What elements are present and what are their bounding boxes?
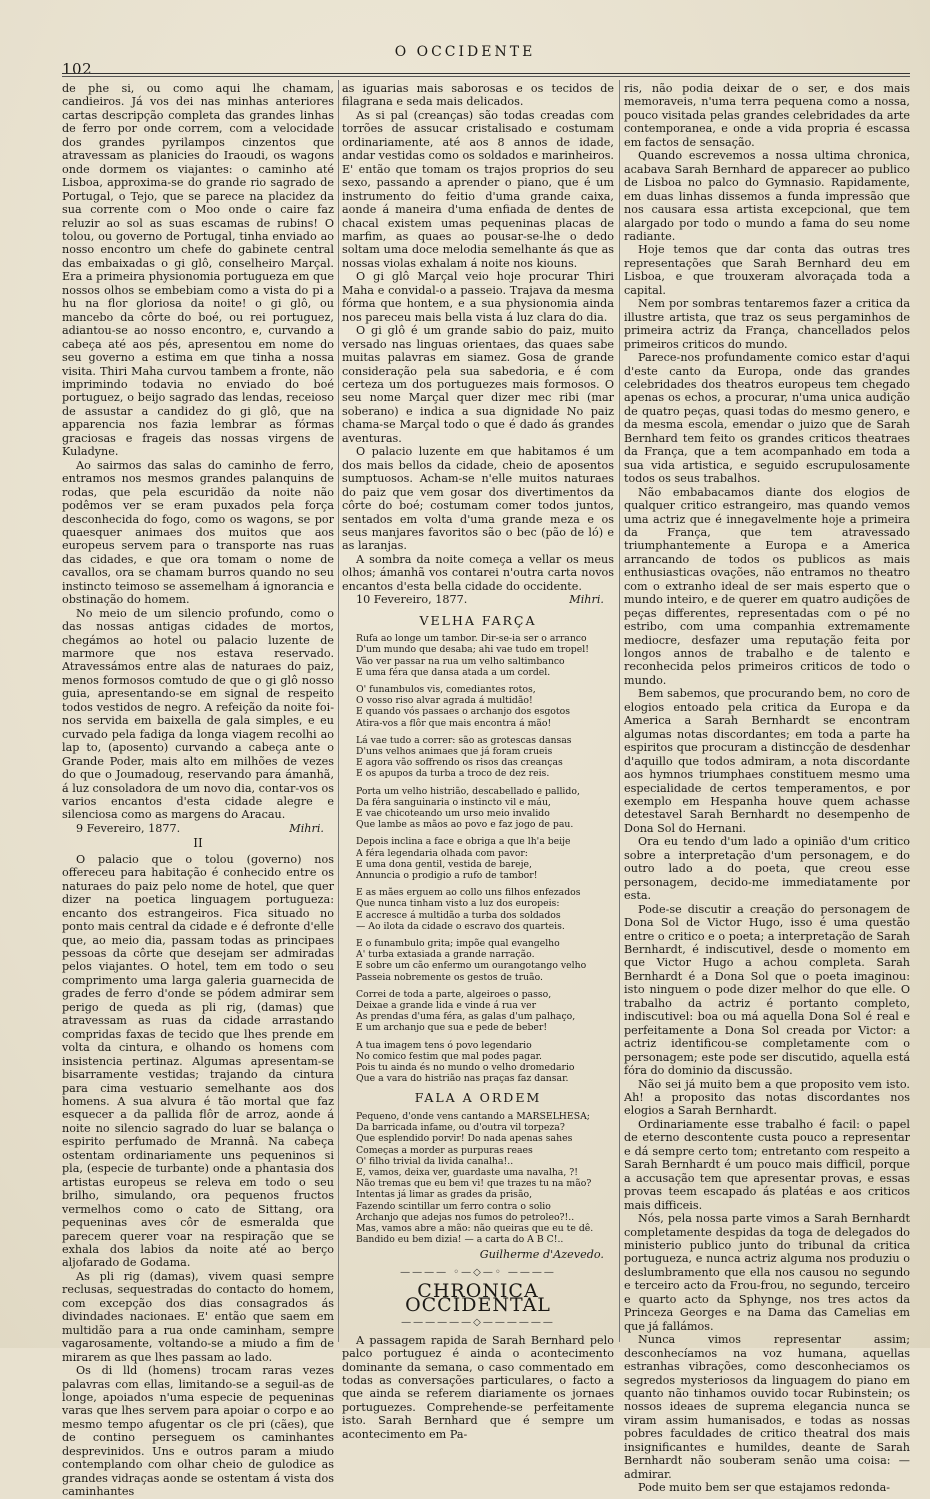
paragraph: Quando escrevemos a nossa ultima chronica, acabava Sarah Bernhard de apparecer ao publico de Lisboa no palco do Gymnasio. Rapidamente, em duas linhas dissemos a funda impressão que nos causara essa artista excepcional, que tem alargado por todo o mundo a fama do seu nome radiante.: [624, 149, 910, 243]
poem-line: Lá vae tudo a correr: são as grotescas dansas: [356, 734, 572, 746]
paragraph: O gi glô Marçal veio hoje procurar Thiri Maha e convidal-o a passeio. Trajava da mesma fórma que hontem, e a sua physionomia ainda nos pareceu mais bella vista á luz clara do dia.: [342, 270, 614, 324]
stanza: [356, 786, 614, 831]
poem-fala-a-ordem: [342, 1111, 614, 1245]
stanza: [356, 938, 614, 983]
paragraph: Ao sairmos das salas do caminho de ferro, entramos nos mesmos grandes palanquins de rodas, que pela escuridão da noite não podêmos ver se eram puxados pela força desconhecida do fogo, como os wagons, se por quaesquer animaes dos muitos que aos europeus servem para o transporte nas ruas das cidades, e que ora tomam o nome de cavallos, ora se chamam burros quando no seu instincto teimoso se assemelham á ignorancia e obstinação do homem.: [62, 458, 334, 607]
paragraph: ris, não podia deixar de o ser, e dos mais memoraveis, n'uma terra pequena como a nossa, pouco visitada pelas grandes celebridades da arte contemporanea, e onde a vida propria é escassa em factos de sensação.: [624, 82, 910, 149]
poem-line: Mas, vamos abre a mão: não queiras que eu te dê.: [356, 1222, 594, 1234]
poem-line: A féra legendaria olhada com pavor:: [356, 847, 528, 859]
poem-line: As prendas d'uma féra, as galas d'um palhaço,: [356, 1011, 576, 1023]
ornament-divider: ———— ◦—◇—◦ ————: [400, 1266, 556, 1278]
poem-line: No comico festim que mal podes pagar.: [356, 1050, 543, 1062]
paragraph: Hoje temos que dar conta das outras tres representações que Sarah Bernhard deu em Lisboa, e que trouxeram alvoraçada toda a capital.: [624, 243, 910, 297]
paragraph: Ordinariamente esse trabalho é facil: o papel de eterno descontente custa pouco a representar e dá sempre certo tom; entretanto com respeito a Sarah Bernhardt é um pouco mais difficil, porque a accusação tem que apresentar provas, e essas provas teem escapado ás platéas e aos criticos mais difficeis.: [624, 1117, 910, 1212]
poem-line: Passeia nobremente os gestos de truão.: [356, 971, 543, 983]
dateline-signature: [62, 822, 334, 835]
dateline: 9 Fevereiro, 1877.: [76, 821, 181, 835]
paragraph: As pli rig (damas), vivem quasi sempre reclusas, sequestradas do contacto do homem, com excepção dos dias consagrados ás divindades nacionaes. E' então que saem em multidão para a rua onde caminham, sempre vagarosamente, voltando-se a miudo a fim de mirarem as que lhes passam ao lado.: [62, 1269, 334, 1364]
ornament-divider: ——————◇——————: [401, 1317, 555, 1329]
paragraph: Ora eu tendo d'um lado a opinião d'um critico sobre a interpretação d'um personagem, e do outro lado a do poeta, que creou esse personagem, decido-me immediatamente por esta.: [624, 835, 910, 903]
poem-line: E agora vão soffrendo os risos das creanças: [356, 757, 563, 769]
poem-line: E accresce á multidão a turba dos soldados: [356, 909, 561, 921]
poem-line: E vae chicoteando um urso meio invalido: [356, 807, 550, 819]
poem-line: E uma féra que dansa atada a um cordel.: [356, 666, 551, 678]
stanza: [356, 887, 614, 932]
poem-line: Começas a morder as purpuras reaes: [356, 1144, 533, 1156]
stanza: [356, 989, 614, 1034]
poem-line: Pequeno, d'onde vens cantando a MARSELHESA;: [356, 1110, 590, 1122]
signature: Mihri.: [289, 821, 324, 835]
poet-signature: Guilherme d'Azevedo.: [479, 1248, 604, 1262]
poem-line: Que esplendido porvir! Do nada apenas sahes: [356, 1133, 573, 1145]
page-number: 102: [62, 60, 93, 78]
poem-line: Que lambe as mãos ao povo e faz jogo de pau.: [356, 819, 574, 831]
poem-line: D'uns velhos animaes que já foram crueis: [356, 745, 553, 757]
poem-line: Não tremas que eu bem vi! que trazes tu na mão?: [356, 1178, 592, 1190]
column-right: [624, 82, 910, 1495]
poem-line: E quando vós passaes o archanjo dos esgotos: [356, 706, 570, 718]
paragraph: de phe si, ou como aqui lhe chamam, candieiros. Já vos dei nas minhas anteriores cartas descripção completa das grandes linhas de ferro por onde correm, com a velocidade dos grandes pyrilampos cinzentos que atravessam as planicies do Iraoudi, os wagons onde dormem os viajantes: o caminho até Lisboa, approxima-se do grande rio sagrado de Portugal, o Tejo, que se parece na placidez da sua corrente com o Moo onde o caire faz reluzir ao sol as suas escamas de rubins! O tolou, ou governo de Portugal, tinha enviado ao nosso encontro um chefe do gabinete central das embaixadas o gi glô, conselheiro Marçal. Era a primeira physionomia portugueza em que nossos olhos se embebiam como a vista do pi a hu na flor gloriosa da noite! o gi glô, ou mancebo da côrte do boé, ou rei portuguez, adiantou-se ao nosso encontro, e, curvando a cabeça até aos pés, apresentou em nome do seu governo a estima em que tinha a nossa visita. Thiri Maha curvou tambem a fronte, não imprimindo todavia no enviado do boé portuguez, o beijo sagrado das lendas, receioso de assustar a candidez do gi glô, que na apparencia nos fazia lembrar as fórmas graciosas e frageis das nossas virgens de Kuladyne.: [62, 82, 334, 459]
poem-line: Vão ver passar na rua um velho saltimbanco: [356, 655, 565, 667]
poem-title: FALA A ORDEM: [414, 1090, 542, 1106]
paragraph: Pode muito bem ser que estajamos redonda-: [638, 1481, 891, 1495]
paragraph: As si pal (creanças) são todas creadas com torrões de assucar cristalisado e costumam ordinariamente, até aos 8 annos de idade, andar vestidas como os soldados e marinheiros. E' então que tomam os trajos proprios do seu sexo, passando a aprender o piano, que é um instrumento do feitio d'uma grande caixa, aonde á maneira d'uma enfiada de dentes de chacal existem umas pequeninas placas de marfim, as quaes ao pousar-se-lhe o dedo soltam uma doce melodia semelhante ás que as nossas violas exhalam á noite nos kiouns.: [342, 108, 614, 270]
poem-line: O' funambulos vis, comediantes rotos,: [356, 683, 536, 695]
paragraph: O palacio que o tolou (governo) nos offereceu para habitação é conhecido entre os naturaes do paiz pelo nome de hotel, que quer dizer na poetica linguagem portugueza: encanto dos estrangeiros. Fica situado no ponto mais central da cidade e é defronte d'elle que, ao meio dia, passam todas as principaes pessoas da côrte que desejam ser admiradas pelos viajantes. O hotel, tem em todo o seu comprimento uma larga galeria guarnecida de grades de ferro d'onde se pódem admirar sem perigo de queda as pli rig, (damas) que atravessam as ruas da cidade arrastando compridas faxas de tecido que lhes prende em volta da cintura, e olhando os homens com insistencia pertinaz. Algumas apresentam-se bisarramente vestidas; trajando da cintura para cima vestuario semelhante aos dos homens. A sua alvura é tão mortal que faz esquecer a da pallida flôr de arroz, aonde á noite no silencio sagrado do luar se balança o espirito perfumado de Mrannâ. Na cabeça ostentam ordinariamente uns pequeninos si pla, (especie de turbante) onde a phantasia dos artistas europeus se releva em todo o seu brilho, simulando, ora pequenos fructos vermelhos como o cato de Sittang, ora pequeninas aves côr de esmeralda que parecem querer voar na respiração que se exhala dos labios da noite até ao berço aljofarado de Godama.: [62, 852, 334, 1270]
poem-line: E, vamos, deixa ver, guardaste uma navalha, ?!: [356, 1166, 578, 1178]
poem-line: Annuncia o prodigio a rufo de tambor!: [356, 869, 538, 881]
column-left: [62, 82, 334, 1499]
column-middle: [342, 82, 614, 1441]
poem-line: E sobre um cão enfermo um ourangotango velho: [356, 960, 587, 972]
poem-line: Fazendo scintillar um ferro contra o solio: [356, 1200, 551, 1212]
poem-line: Deixae a grande lida e vinde á rua ver: [356, 1000, 537, 1012]
poem-line: Correi de toda a parte, algeiroes o passo,: [356, 988, 552, 1000]
column-divider: [338, 80, 339, 1342]
poem-line: Intentas já limar as grades da prisão,: [356, 1189, 533, 1201]
paragraph: A passagem rapida de Sarah Bernhard pelo palco portuguez é ainda o acontecimento dominante da semana, o caso commentado em todas as conversações particulares, o facto a que ainda se referem diariamente os jornaes portuguezes. Comprehende-se perfeitamente isto. Sarah Bernhard que é sempre um acontecimento em Pa-: [342, 1333, 614, 1441]
poem-line: — Ao ilota da cidade o escravo dos quarteis.: [356, 920, 565, 932]
poem-line: E uma dona gentil, vestida de bareje,: [356, 858, 532, 870]
poem-line: Que a vara do histrião nas praças faz dansar.: [356, 1073, 569, 1085]
dateline: 10 Fevereiro, 1877.: [356, 593, 468, 607]
poem-line: Pois tu ainda és no mundo o velho dromedario: [356, 1062, 575, 1074]
poem-line: Da féra sanguinaria o instincto vil e máu,: [356, 796, 551, 808]
poem-line: Archanjo que adejas nos fumos do petroleo?!..: [356, 1211, 575, 1223]
stanza: [356, 1040, 614, 1085]
paragraph: Nem por sombras tentaremos fazer a critica da illustre artista, que traz os seus pergaminhos de primeira actriz da França, chancellados pelos primeiros criticos do mundo.: [624, 297, 910, 351]
poem-line: Da barricada infame, ou d'outra vil torpeza?: [356, 1122, 565, 1134]
paragraph: Pode-se discutir a creação do personagem de Dona Sol de Victor Hugo, isso é uma questão entre o critico e o poeta; a interpretação de Sarah Bernhardt, é indiscutivel, desde o momento em que Victor Hugo a achou completa. Sarah Bernhardt é a Dona Sol que o poeta imaginou: isto ninguem o pode dizer melhor do que elle. O trabalho da actriz é portanto completo, indiscutivel: boa ou má aquella Dona Sol é real e perfeitamente a Dona Sol creada por Victor: a actriz identificou-se completamente com o personagem; este pode ser discutido, aquella está fóra do dominio da discussão.: [624, 902, 910, 1078]
paragraph: Parece-nos profundamente comico estar d'aqui d'este canto da Europa, onde das grandes celebridades dos theatros europeus tem chegado apenas os echos, a procurar, n'uma unica audição de quatro peças, quasi todas do mesmo genero, e da mesma escola, emendar o juizo que de Sarah Bernhard tem feito os grandes criticos theatraes da França, que a tem acompanhado em toda a sua vida artistica, e seguido escrupulosamente todos os seus trabalhos.: [624, 351, 910, 486]
stanza: [356, 735, 614, 780]
poem-line: A tua imagem tens ó povo legendario: [356, 1039, 532, 1051]
poem-line: Porta um velho histrião, descabellado e pallido,: [356, 785, 580, 797]
poem-line: E as mães erguem ao collo uns filhos enfezados: [356, 887, 581, 899]
paragraph: Nós, pela nossa parte vimos a Sarah Bernhardt completamente despidas da toga de delegados do ministerio publico junto do tribunal da critica portugueza, e nunca actriz alguma nos produziu o deslumbramento que ella nos causou no segundo e terceiro acto da Frou-frou, no segundo, terceiro e quarto acto da Sphynge, nos tres actos da Princeza Georges e na Dama das Camelias em que já fallámos.: [624, 1212, 910, 1333]
poem-line: Rufa ao longe um tambor. Dir-se-ia ser o arranco: [356, 633, 587, 645]
poem-line: O vosso riso alvar agrada á multidão!: [356, 695, 533, 707]
section-numeral: II: [193, 836, 203, 851]
paragraph: Bem sabemos, que procurando bem, no coro de elogios entoado pela critica da Europa e da America a Sarah Bernhardt se encontram algumas notas discordantes; em toda a parte ha espiritos que procuram a distincção de desdenhar d'aquillo que todos admiram, a nota discordante aos hymnos triumphaes constituem mesmo uma especialidade de certos temperamentos, e por exemplo em Hespanha houve quem achasse detestavel Sarah Bernhardt no desempenho de Dona Sol do Hernani.: [624, 687, 910, 835]
poem-line: E um archanjo que sua e pede de beber!: [356, 1022, 548, 1034]
stanza: [356, 836, 614, 881]
poem-line: E o funambulo grita; impõe qual evangelho: [356, 938, 560, 949]
paragraph: as iguarias mais saborosas e os tecidos de filagrana e seda mais delicados.: [342, 82, 614, 109]
poem-velha-farca: [342, 633, 614, 1084]
paragraph: O palacio luzente em que habitamos é um dos mais bellos da cidade, cheio de aposentos sumptuosos. Acham-se n'elle muitos naturaes do paiz que vem gosar dos divertimentos da côrte do boé; costumam comer todos juntos, sentados em volta d'uma grande meza e os seus manjares favoritos são o bec (pão de ló) e as laranjas.: [342, 445, 614, 553]
poem-line: Que nunca tinham visto a luz dos europeis:: [356, 898, 560, 910]
paragraph: Os di lld (homens) trocam raras vezes palavras com ellas, limitando-se a seguil-as de longe, apoiados n'uma especie de pequeninas varas que lhes servem para apoiar o corpo e ao mesmo tempo afugentar os cle pri (cães), que de contino perseguem os caminhantes desprevinidos. Uns e outros param a miudo contemplando com olhar cheio de gulodice as grandes vidraças aonde se ostentam á vista dos caminhantes: [62, 1364, 334, 1499]
poem-line: Atira-vos a flôr que mais encontra á mão!: [356, 717, 552, 729]
stanza: [356, 684, 614, 729]
poem-line: Depois inclina a face e obriga a que lh'a beije: [356, 836, 571, 848]
poem-line: D'um mundo que desaba; ahi vae tudo em tropel!: [356, 644, 589, 656]
header-rule: [62, 73, 910, 74]
paragraph: O gi glô é um grande sabio do paiz, muito versado nas linguas orientaes, das quaes sabe muitas palavras em siamez. Gosa de grande consideração pela sua sabedoria, e é com certeza um dos portuguezes mais formosos. O seu nome Marçal quer dizer mec ribi (mar soberano) e indica a sua dignidade No paiz chama-se Marçal todo o que é dado ás grandes aventuras.: [342, 324, 614, 445]
column-divider: [619, 80, 620, 1342]
journal-title: O OCCIDENTE: [394, 44, 536, 60]
paragraph: No meio de um silencio profundo, como o das nossas antigas cidades de mortos, chegámos ao hotel ou palacio luzente de marmore que nos estava reservado. Atravessámos entre alas de naturaes do paiz, menos formosos comtudo de que o gi glô nosso guia, apresentando-se em signal de respeito todos vestidos de negro. A refeição da noite foi-nos servida em baixella de gala simples, e eu curvado pela fadiga da longa viagem recolhi ao lap to, (aposento) curvando a cabeça ante o Grande Poder, mais alto em milhões de vezes do que o Joumadoug, reservando para ámanhã, á luz consoladora de um novo dia, contar-vos os varios encantos d'esta cidade alegre e silenciosa como as margens do Aracau.: [62, 606, 334, 822]
stanza: [356, 633, 614, 678]
poem-line: O' filho trivial da livida canalha!..: [356, 1155, 514, 1167]
header-rule-secondary: [62, 76, 910, 77]
poem-line: Bandido eu bem dizia! — a carta do A B C!..: [356, 1234, 564, 1246]
paragraph: Nunca vimos representar assim; desconhecíamos na voz humana, aquellas estranhas vibrações, como desconheciamos os segredos mysteriosos da linguagem do piano em quanto não tinhamos ouvido tocar Rubinstein; os nossos ideaes de suprema elegancia nunca se viram assim humanisados, e todas as nossas pobres faculdades de critico theatral dos mais insignificantes e humildes, deante de Sarah Bernhardt não souberam senão uma coisa: — admirar.: [624, 1333, 910, 1481]
paragraph: A sombra da noite começa a vellar os meus olhos; ámanhã vos contarei n'outra carta novos encantos d'esta bella cidade do occidente.: [342, 552, 614, 593]
signature: Mihri.: [569, 593, 604, 607]
paragraph: Não sei já muito bem a que proposito vem isto. Ah! a proposito das notas discordantes nos elogios a Sarah Bernhardt.: [624, 1077, 910, 1118]
dateline-signature: [342, 593, 614, 606]
poem-title: VELHA FARÇA: [419, 612, 537, 628]
poem-line: A' turba extasiada a grande narração.: [356, 949, 535, 961]
paragraph: Não embabacamos diante dos elogios de qualquer critico estrangeiro, mas quando vemos uma actriz que é innegavelmente hoje a primeira da França, que tem atravessado triumphantemente a Europa e a America arrancando de todos os publicos as mais enthusiasticas ovações, não entramos no theatro com o extranho ideal de ser mais esperto que o mundo inteiro, e de querer em quatro audições de peças differentes, representadas com o pé no estribo, com uma companhia extremamente mediocre, desfazer uma reputação feita por longos annos de trabalho e de talento e reconhecida pelos primeiros criticos de todo o mundo.: [624, 485, 910, 687]
section-heading: CHRONICA OCCIDENTAL: [405, 1280, 551, 1316]
poem-line: E os apupos da turba a troco de dez reis.: [356, 768, 550, 780]
